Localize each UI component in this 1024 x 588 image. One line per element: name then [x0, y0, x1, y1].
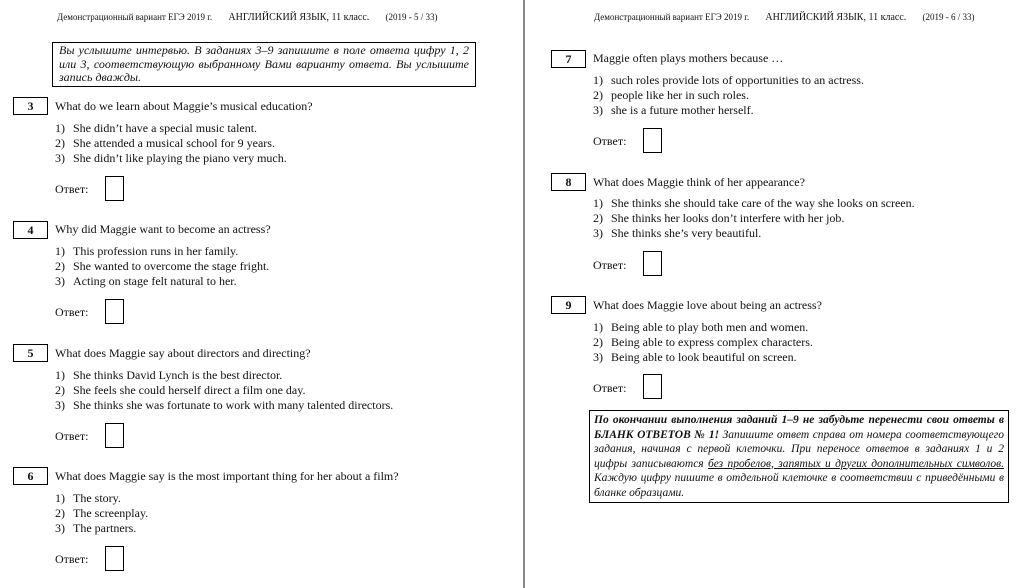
option-3: 3) She didn’t like playing the piano very much.	[55, 151, 287, 165]
option-3: 3) Being able to look beautiful on screen.	[593, 350, 797, 364]
answer-box-5[interactable]	[105, 423, 124, 448]
option-2: 2) She wanted to overcome the stage fright.	[55, 259, 270, 273]
page-number: (2019 - 5 / 33)	[385, 12, 438, 22]
question-number: 5	[13, 344, 48, 362]
question-number: 3	[13, 97, 48, 115]
question-text: Why did Maggie want to become an actress?	[55, 222, 271, 236]
option-1: 1) Being able to play both men and women.	[593, 320, 809, 334]
question-text: What do we learn about Maggie’s musical education?	[55, 99, 313, 113]
option-3: 3) She thinks she was fortunate to work with many talented directors.	[55, 398, 394, 412]
option-1: 1) such roles provide lots of opportunities to an actress.	[593, 73, 864, 87]
option-1: 1) She thinks David Lynch is the best director.	[55, 368, 283, 382]
page-number: (2019 - 6 / 33)	[922, 12, 975, 22]
question-text: What does Maggie love about being an actress?	[593, 298, 822, 312]
answer-box-9[interactable]	[643, 374, 662, 399]
option-2: 2) She thinks her looks don’t interfere with her job.	[593, 211, 845, 225]
answer-label: Ответ:	[55, 552, 89, 566]
question-number: 4	[13, 221, 48, 239]
question-number: 9	[551, 296, 586, 314]
question-text: What does Maggie say about directors and directing?	[55, 346, 311, 360]
instruction-box: Вы услышите интервью. В заданиях 3–9 запишите в поле ответа цифру 1, 2 или 3, соответствующую выбранному Вами варианту ответа. Вы услышите запись дважды.	[52, 42, 476, 87]
question-number: 7	[551, 50, 586, 68]
option-1: 1) This profession runs in her family.	[55, 244, 239, 258]
option-2: 2) She feels she could herself direct a film one day.	[55, 383, 306, 397]
answer-label: Ответ:	[593, 258, 627, 272]
question-number: 8	[551, 173, 586, 191]
question-text: What does Maggie think of her appearance?	[593, 175, 805, 189]
answer-label: Ответ:	[55, 305, 89, 319]
subject-title: АНГЛИЙСКИЙ ЯЗЫК, 11 класс.	[765, 12, 907, 23]
exam-title: Демонстрационный вариант ЕГЭ 2019 г.	[594, 12, 750, 22]
final-note-bold: По окончании выполнения заданий 1–9 не забудьте перенести свои ответы в БЛАНК ОТВЕТОВ № 1!	[594, 414, 1004, 441]
page-divider	[523, 0, 525, 588]
option-2: 2) Being able to express complex characters.	[593, 335, 813, 349]
right-page	[529, 0, 1024, 588]
answer-label: Ответ:	[593, 381, 627, 395]
question-text: Maggie often plays mothers because …	[593, 51, 784, 65]
page-header	[594, 12, 989, 23]
final-note-end: Каждую цифру пишите в отдельной клеточке в соответствии с приведёнными в бланке образцами.	[594, 472, 1004, 499]
option-1: 1) She didn’t have a special music talent.	[55, 121, 258, 135]
final-instruction-box	[589, 410, 1009, 503]
question-number: 6	[13, 467, 48, 485]
option-3: 3) Acting on stage felt natural to her.	[55, 274, 237, 288]
option-3: 3) She thinks she’s very beautiful.	[593, 226, 762, 240]
question-text: What does Maggie say is the most important thing for her about a film?	[55, 469, 399, 483]
subject-title: АНГЛИЙСКИЙ ЯЗЫК, 11 класс.	[228, 12, 370, 23]
option-3: 3) she is a future mother herself.	[593, 103, 754, 117]
option-1: 1) She thinks she should take care of the way she looks on screen.	[593, 196, 915, 210]
option-2: 2) The screenplay.	[55, 506, 149, 520]
answer-label: Ответ:	[593, 134, 627, 148]
page-header	[57, 12, 452, 23]
answer-box-4[interactable]	[105, 299, 124, 324]
exam-title: Демонстрационный вариант ЕГЭ 2019 г.	[57, 12, 213, 22]
answer-label: Ответ:	[55, 182, 89, 196]
final-note-text: Запишите ответ справа от номера соответствующего задания, начиная с первой клеточки. При переносе ответов в заданиях 1 и 2 цифры записываются	[594, 428, 1004, 470]
answer-box-6[interactable]	[105, 546, 124, 571]
option-3: 3) The partners.	[55, 521, 137, 535]
answer-box-7[interactable]	[643, 128, 662, 153]
answer-box-3[interactable]	[105, 176, 124, 201]
answer-box-8[interactable]	[643, 251, 662, 276]
option-1: 1) The story.	[55, 491, 121, 505]
option-2: 2) She attended a musical school for 9 years.	[55, 136, 275, 150]
option-2: 2) people like her in such roles.	[593, 88, 749, 102]
answer-label: Ответ:	[55, 429, 89, 443]
final-note-underlined: без пробелов, запятых и других дополнительных символов.	[707, 457, 1004, 470]
